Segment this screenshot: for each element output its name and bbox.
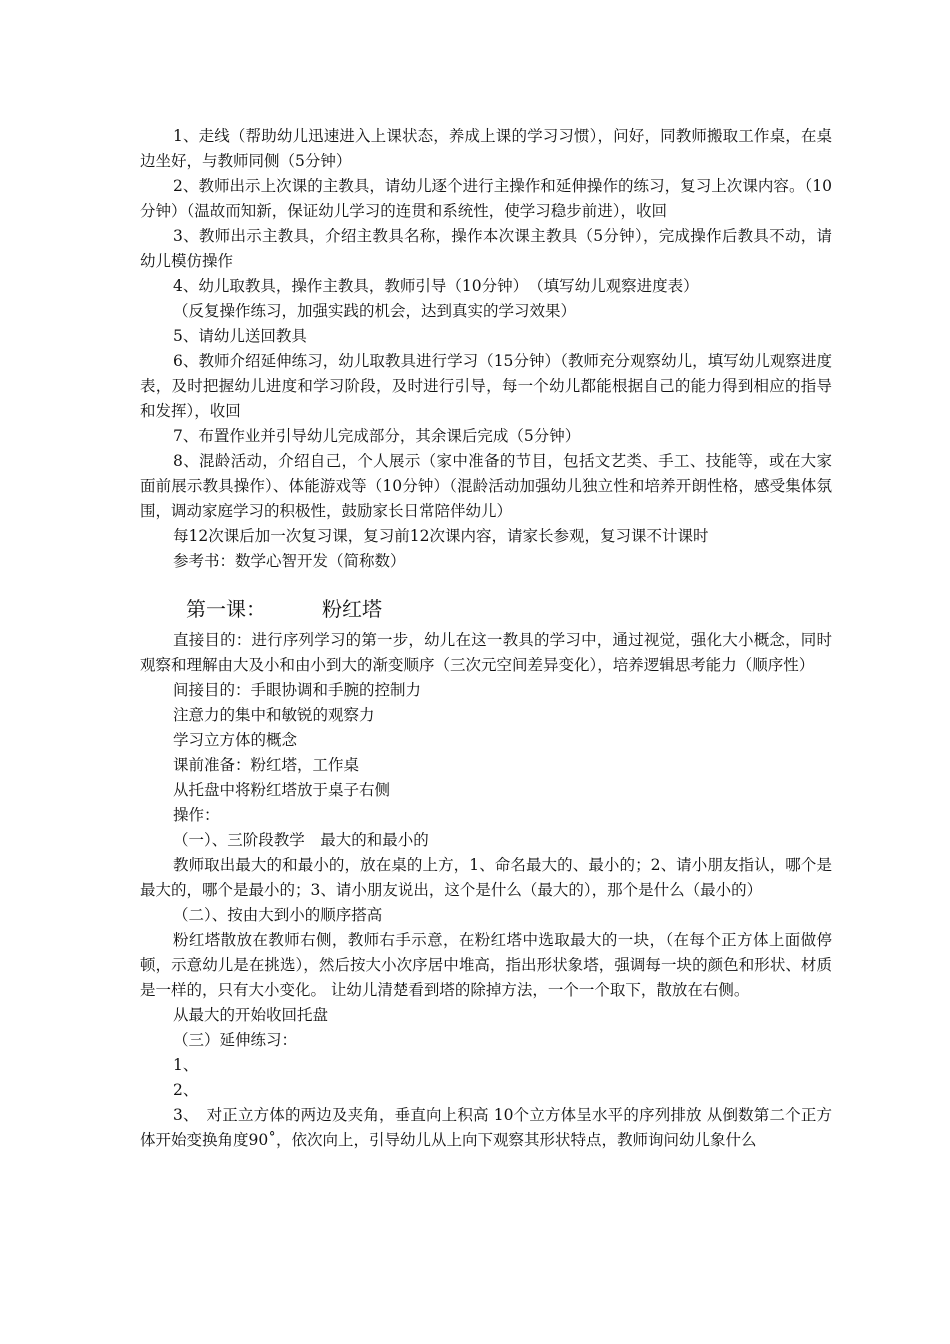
review-note: 每12次课后加一次复习课，复习前12次课内容，请家长参观，复习课不计课时 — [173, 527, 709, 545]
document-page — [140, 124, 832, 1153]
intro-step-8: 8、混龄活动，介绍自己，个人展示（家中准备的节目，包括文艺类、手工、技能等，或在大家面前展示教具操作）、体能游戏等（10分钟）（混龄活动加强幼儿独立性和培养开朗性格，感受集体氛围，调动家庭学习的积极性，鼓励家长日常陪伴幼儿） — [140, 452, 832, 520]
section-one-heading: （一）、三阶段教学 最大的和最小的 — [173, 831, 429, 849]
operation-heading: 操作： — [173, 806, 220, 824]
intro-step-4: 4、幼儿取教具，操作主教具，教师引导（10分钟） （填写幼儿观察进度表） — [173, 277, 699, 295]
intro-note: （反复操作练习，加强实践的机会，达到真实的学习效果） — [173, 302, 577, 320]
section-two-body: 粉红塔散放在教师右侧，教师右手示意，在粉红塔中选取最大的一块，（在每个正方体上面做停顿，示意幼儿是在挑选），然后按大小次序居中堆高，指出形状象塔，强调每一块的颜色和形状、材质是一样的，只有大小变化。 让幼儿清楚看到塔的除掉方法，一个一个取下，散放在右侧。 — [140, 931, 832, 999]
section-two-heading: （二）、按由大到小的顺序搭高 — [173, 906, 383, 924]
section-one-body: 教师取出最大的和最小的，放在桌的上方，1、命名最大的、最小的；2、请小朋友指认，哪个是最大的，哪个是最小的；3、请小朋友说出，这个是什么（最大的），那个是什么（最小的） — [140, 856, 832, 899]
direct-purpose: 直接目的：进行序列学习的第一步，幼儿在这一教具的学习中，通过视觉，强化大小概念，同时观察和理解由大及小和由小到大的渐变顺序（三次元空间差异变化），培养逻辑思考能力（顺序性） — [140, 631, 832, 674]
purpose-attention: 注意力的集中和敏锐的观察力 — [173, 706, 375, 724]
lesson-number: 第一课： — [186, 597, 266, 621]
extension-item-2: 2、 — [173, 1081, 199, 1099]
extension-item-3: 3、 对正立方体的两边及夹角，垂直向上积高 10个立方体呈水平的序列排放 从倒数第二个正方体开始变换角度90˚，依次向上，引导幼儿从上向下观察其形状特点，教师询问幼儿象什么 — [140, 1106, 832, 1149]
preparation: 课前准备：粉红塔，工作桌 — [173, 756, 360, 774]
intro-step-3: 3、教师出示主教具，介绍主教具名称，操作本次课主教具（5分钟），完成操作后教具不动，请幼儿模仿操作 — [140, 227, 832, 270]
intro-step-2: 2、教师出示上次课的主教具，请幼儿逐个进行主操作和延伸操作的练习，复习上次课内容。（10分钟）（温故而知新，保证幼儿学习的连贯和系统性，使学习稳步前进），收回 — [140, 177, 832, 220]
extension-item-1: 1、 — [173, 1056, 199, 1074]
intro-step-6: 6、教师介绍延伸练习，幼儿取教具进行学习（15分钟）（教师充分观察幼儿，填写幼儿观察进度表，及时把握幼儿进度和学习阶段，及时进行引导，每一个幼儿都能根据自己的能力得到相应的指导和发挥），收回 — [140, 352, 832, 420]
purpose-cube-concept: 学习立方体的概念 — [173, 731, 298, 749]
preparation-step: 从托盘中将粉红塔放于桌子右侧 — [173, 781, 391, 799]
section-three-heading: （三）延伸练习： — [173, 1031, 298, 1049]
intro-step-5: 5、请幼儿送回教具 — [173, 327, 307, 345]
lesson-name: 粉红塔 — [322, 597, 382, 621]
lesson-title — [186, 594, 832, 624]
return-tray: 从最大的开始收回托盘 — [173, 1006, 329, 1024]
intro-step-7: 7、布置作业并引导幼儿完成部分，其余课后完成（5分钟） — [173, 427, 581, 445]
intro-step-1: 1、走线（帮助幼儿迅速进入上课状态，养成上课的学习习惯），问好，同教师搬取工作桌，在桌边坐好，与教师同侧（5分钟） — [140, 127, 832, 170]
indirect-purpose: 间接目的：手眼协调和手腕的控制力 — [173, 681, 422, 699]
reference-book: 参考书：数学心智开发（简称数） — [173, 552, 406, 570]
